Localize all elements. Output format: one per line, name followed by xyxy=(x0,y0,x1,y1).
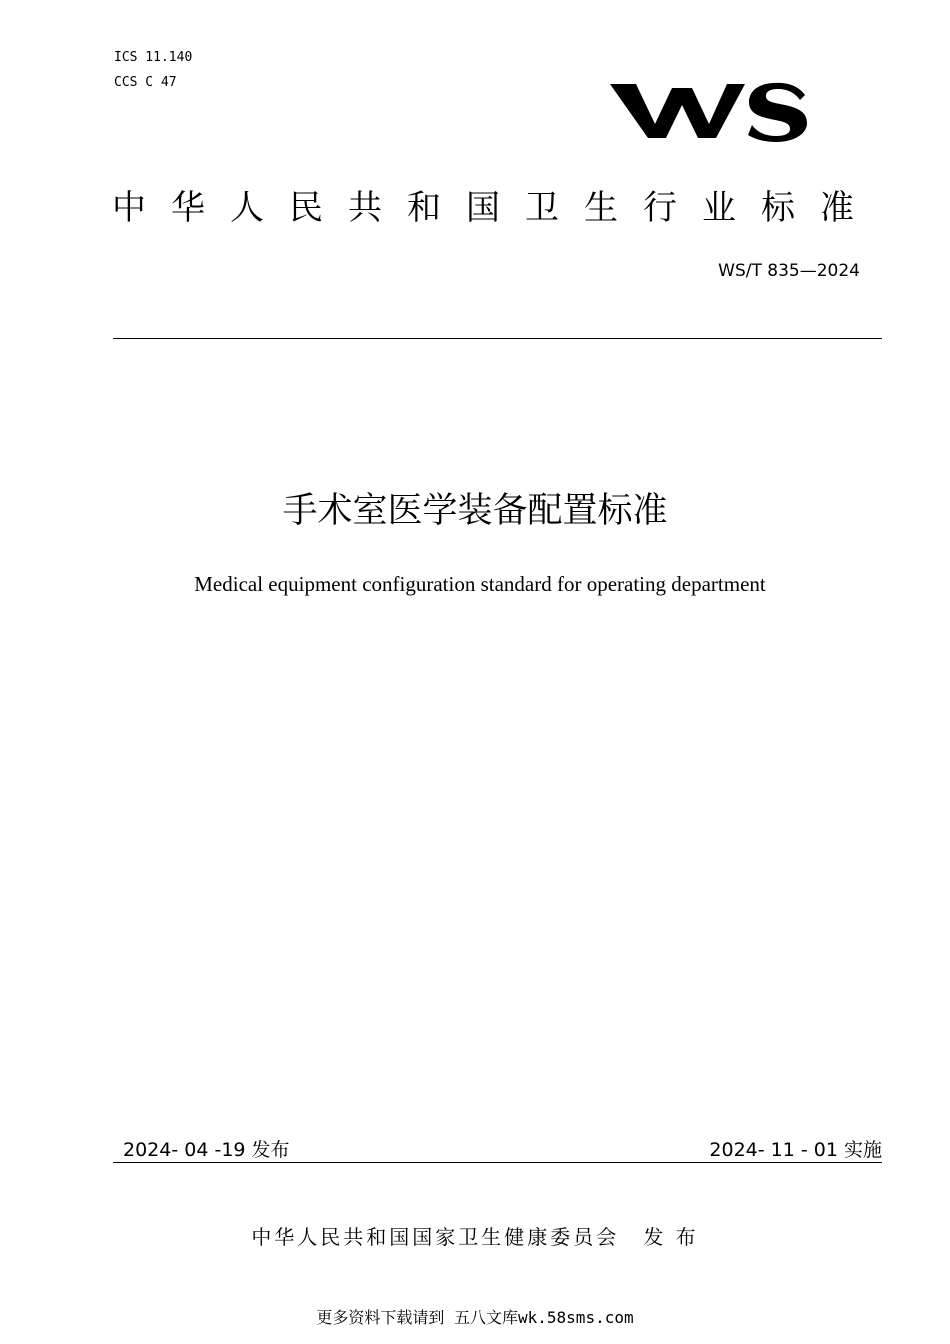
issuer-action: 发 布 xyxy=(643,1225,699,1249)
issuer-line xyxy=(0,1223,950,1251)
top-divider xyxy=(113,338,882,339)
ics-code: ICS 11.140 xyxy=(114,50,193,65)
bottom-divider xyxy=(113,1162,882,1163)
standard-type-heading: 中华人民共和国卫生行业标准 xyxy=(112,188,879,228)
ws-logo xyxy=(608,74,808,144)
ccs-code: CCS C 47 xyxy=(114,75,177,90)
issue-date: 2024- 04 -19 发布 xyxy=(123,1139,290,1161)
footer-note: 更多资料下载请到 五八文库wk.58sms.com xyxy=(316,1308,634,1327)
standard-number: WS/T 835—2024 xyxy=(718,261,860,281)
document-title-cn: 手术室医学装备配置标准 xyxy=(282,491,668,531)
document-title-en: Medical equipment configuration standard for operating department xyxy=(194,572,766,596)
implementation-date: 2024- 11 - 01 实施 xyxy=(709,1139,882,1161)
issuer-name: 中华人民共和国国家卫生健康委员会 xyxy=(251,1225,620,1249)
